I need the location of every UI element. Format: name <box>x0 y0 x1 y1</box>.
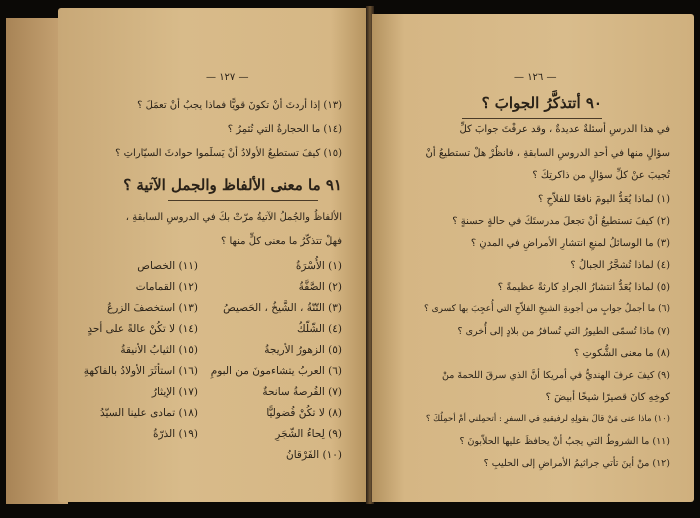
section-heading: ٩٠ أتتذكَّرُ الجوابَ ؟ <box>481 94 602 112</box>
intro-line: فهلْ تتذكّرُ ما معنى كلٍّ منها ؟ <box>221 236 342 247</box>
question-item: (٧) ماذا تُسمّى الطيورُ التي تُسافرُ من بلادٍ إلى أُخرى ؟ <box>457 326 670 337</box>
section-heading: ٩١ ما معنى الألفاظ والجمل الآتية ؟ <box>123 176 342 194</box>
intro-line: في هذا الدرسِ أسئلةٌ عديدةٌ ، وقد عرفْتَ جوابَ كلِّ <box>459 124 670 135</box>
question-item: (١) لماذا يُعَدُّ اليومَ نافعًا للفلاّحِ ؟ <box>537 194 670 205</box>
question-item: (١١) ما الشروطُ التي يجبُ أنْ يحافظَ عليها الحلاّبونَ ؟ <box>459 436 670 447</box>
question-line: (١٣) إذا أردتَ أنْ تكونَ قويًّا فماذا يجبُ أنْ تعمَلَ ؟ <box>137 100 342 111</box>
intro-line: الألفاظُ والجُملُ الآتيةُ مرّتْ بكَ في الدروسِ السابقةِ ، <box>125 212 342 223</box>
question-line: (١٥) كيفَ تستطيعُ الأولادُ أنْ يَسلَموا حوادثَ السيّاراتِ ؟ <box>115 148 342 159</box>
list-item: (٦) العربُ يتشاءمونَ من البومِ <box>210 365 342 377</box>
list-item: (١٩) الذرّةُ <box>152 428 198 440</box>
list-item: (١٤) لا تكُنْ عالةً على أحدٍ <box>87 323 198 335</box>
question-item: (١٠) ماذا عنى مَنْ قالَ بقولِهِ لرفيقيهِ في السفرِ : أتحمِلني أمْ أحمِلُكَ ؟ <box>425 414 670 424</box>
list-item: (٧) الفُرصةُ سانحةٌ <box>262 386 342 398</box>
list-item: (٥) الزهورُ الأريجةُ <box>264 344 342 356</box>
right-page <box>372 14 694 502</box>
list-item: (١١) الخصاص <box>137 260 198 272</box>
left-page <box>58 8 368 502</box>
list-item: (١٠) الفَرْقانُ <box>286 449 342 461</box>
list-item: (٣) التّنّةُ ، الشَّيخُ ، الحَصيصُ <box>223 302 342 314</box>
question-item: كوخِهِ كانَ قصيرًا شيخًا أبيضَ ؟ <box>545 392 670 403</box>
intro-line: سؤالٍ منها في أحدِ الدروسِ السابقةِ ، فانظُرْ هلْ تستطيعُ أنْ <box>425 148 670 159</box>
question-item: (٢) كيفَ تستطيعُ أنْ تجعلَ مدرستَكَ في حالةٍ حسنةٍ ؟ <box>452 216 670 227</box>
question-item: (٥) لماذا يُعَدُّ انتشارُ الجرادِ كارثةً عظيمةً ؟ <box>497 282 670 293</box>
list-item: (١٦) استأثَرَ الأولادُ بالفاكهةِ <box>83 365 198 377</box>
list-item: (١) الأُسْرَةُ <box>295 260 342 272</box>
list-item: (١٣) استخصفَ الزرعُ <box>106 302 198 314</box>
list-item: (١٢) القمامات <box>135 281 198 293</box>
question-item: (٨) ما معنى الشُّكوتِ ؟ <box>574 348 670 359</box>
heading-underline <box>168 200 318 201</box>
question-item: (١٢) منْ أينَ تأتي جراثيمُ الأمراضِ إلى الحليبِ ؟ <box>483 458 670 469</box>
list-item: (٨) لا تكُنْ فُضوليًّا <box>266 407 342 419</box>
question-item: (٣) ما الوسائلُ لمنعِ انتشارِ الأمراضِ في المدنِ ؟ <box>470 238 670 249</box>
list-item: (٩) لِحاءُ الشّجَرِ <box>275 428 342 440</box>
question-item: (٦) ما أجملُ جوابٍ من أجوبةِ الشيخِ الفلاّحِ التي أُعجِبَ بها كسرى ؟ <box>424 304 670 314</box>
heading-underline <box>462 118 602 119</box>
question-line: (١٤) ما الحجارةُ التي تُثمِرُ ؟ <box>227 124 342 135</box>
list-item: (١٧) الإيثارُ <box>151 386 198 398</box>
page-number: — ١٢٧ — <box>206 72 249 83</box>
list-item: (٢) الصَّفَّةُ <box>298 281 342 293</box>
list-item: (١٥) الثيابُ الأنيقةُ <box>120 344 198 356</box>
list-item: (١٨) تمادى علينا السيّدُ <box>99 407 198 419</box>
list-item: (٤) الشّلّكُ <box>297 323 342 335</box>
page-number: — ١٢٦ — <box>514 72 557 83</box>
question-item: (٩) كيفَ عرفَ الهنديُّ في أمريكا أنَّ الذي سرقَ اللحمةَ منْ <box>442 370 670 381</box>
intro-line: تُجيبَ عنْ كلِّ سؤالٍ من ذاكرتِكَ ؟ <box>532 170 670 181</box>
question-item: (٤) لماذا تُشجَّرُ الجبالُ ؟ <box>570 260 670 271</box>
